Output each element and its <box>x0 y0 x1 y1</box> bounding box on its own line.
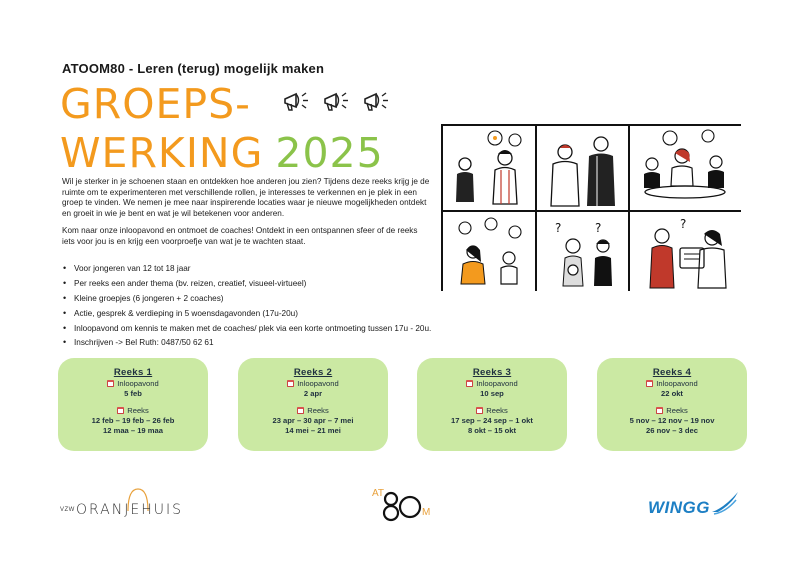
calendar-icon <box>287 380 294 387</box>
inloop-date: 2 apr <box>303 389 323 398</box>
reeks-label: Reeks <box>127 406 149 415</box>
title-line-1: GROEPS- <box>60 80 251 128</box>
reeks-row <box>238 406 388 416</box>
svg-text:?: ? <box>595 221 602 235</box>
series-title: Reeks 2 <box>293 367 333 378</box>
calendar-icon <box>107 380 114 387</box>
atoom-logo <box>370 485 440 525</box>
inloop-date: 10 sep <box>480 389 504 398</box>
reeks-dates-line-2: 14 mei – 21 mei <box>285 426 341 435</box>
inloop-label: Inloopavond <box>297 379 339 388</box>
reeks-label: Reeks <box>307 406 329 415</box>
feature-item: • Kleine groepjes (6 jongeren + 2 coaches) <box>62 293 502 304</box>
calendar-icon <box>297 407 304 414</box>
inloop-date: 5 feb <box>124 389 142 398</box>
reeks-label: Reeks <box>666 406 688 415</box>
illustration-presentation <box>630 212 741 291</box>
oranjehuis-name: ORANJEHUIS <box>76 502 183 518</box>
series-title: Reeks 1 <box>113 367 153 378</box>
inloop-row <box>597 379 747 389</box>
megaphone-icon <box>362 88 394 114</box>
inloop-row <box>417 379 567 389</box>
oranjehuis-logo <box>60 487 183 525</box>
calendar-icon <box>656 407 663 414</box>
inloop-label: Inloopavond <box>117 379 159 388</box>
reeks-dates-line-2: 26 nov – 3 dec <box>646 426 698 435</box>
intro-paragraph-2: Kom naar onze inloopavond en ontmoet de coaches! Ontdekt in een ontspannen sfeer of de reeks iets voor jou is en krijg een voorproefje van wat je te wachten staat. <box>62 226 418 246</box>
megaphone-icon <box>282 88 314 114</box>
subtitle: ATOOM80 - Leren (terug) mogelijk maken <box>62 61 325 76</box>
calendar-icon <box>466 380 473 387</box>
series-card-4 <box>597 358 747 451</box>
series-title: Reeks 3 <box>472 367 512 378</box>
megaphone-group <box>282 88 394 114</box>
title-year: 2025 <box>275 129 384 177</box>
reeks-dates-line-1: 17 sep – 24 sep – 1 okt <box>451 416 533 425</box>
calendar-icon <box>476 407 483 414</box>
feature-list <box>62 263 502 352</box>
illustration-group-chatting <box>443 212 535 291</box>
feature-item: • Inschrijven -> Bel Ruth: 0487/50 62 61 <box>62 337 502 348</box>
calendar-icon <box>117 407 124 414</box>
reeks-dates-line-2: 12 maa – 19 maa <box>103 426 163 435</box>
reeks-label: Reeks <box>486 406 508 415</box>
reeks-row <box>597 406 747 416</box>
illustration-two-people-talking <box>443 126 535 210</box>
atoom-prefix: AT <box>372 488 385 499</box>
intro-paragraph-1: Wil je sterker in je schoenen staan en ontdekken hoe anderen jou zien? Tijdens deze reeks krijg je de ruimte om te experimenteren met verschillende rollen, je interesses te verkennen en je plek in een groep te vinden. We nemen je mee naar inspirerende locaties waar je nieuwe mogelijkheden ontdekt en groeit in wie je bent en wat je wil betekenen voor anderen. <box>62 177 430 218</box>
illustration-group-at-table <box>630 126 741 210</box>
atoom-suffix: M <box>422 507 431 518</box>
illustration-curious-people <box>537 212 628 291</box>
series-title: Reeks 4 <box>652 367 692 378</box>
illustration-two-men <box>537 126 628 210</box>
reeks-dates-line-1: 12 feb – 19 feb – 26 feb <box>91 416 175 425</box>
feature-item: • Voor jongeren van 12 tot 18 jaar <box>62 263 502 274</box>
feature-item: • Inloopavond om kennis te maken met de coaches/ plek via een korte ontmoeting tussen 17u - 20u. <box>62 323 502 334</box>
series-card-3 <box>417 358 567 451</box>
megaphone-icon <box>322 88 354 114</box>
inloop-date: 22 okt <box>661 389 683 398</box>
inloop-row <box>58 379 208 389</box>
svg-text:?: ? <box>555 221 562 235</box>
feature-item: • Per reeks een ander thema (bv. reizen, creatief, visueel-virtueel) <box>62 278 502 289</box>
wingg-name: WINGG <box>648 498 710 517</box>
reeks-dates-line-2: 8 okt – 15 okt <box>467 426 517 435</box>
title-line-2 <box>60 129 384 177</box>
reeks-row <box>417 406 567 416</box>
inloop-label: Inloopavond <box>656 379 698 388</box>
reeks-row <box>58 406 208 416</box>
intro-text <box>62 177 430 248</box>
title-word: WERKING <box>60 129 264 177</box>
wingg-logo <box>648 490 748 520</box>
feature-item: • Actie, gesprek & verdieping in 5 woensdagavonden (17u-20u) <box>62 308 502 319</box>
illustration-panels <box>441 124 741 291</box>
series-card-2 <box>238 358 388 451</box>
inloop-label: Inloopavond <box>476 379 518 388</box>
series-card-1 <box>58 358 208 451</box>
atoom-80-icon <box>380 489 422 523</box>
calendar-icon <box>646 380 653 387</box>
wing-icon <box>710 490 740 516</box>
reeks-dates-line-1: 5 nov – 12 nov – 19 nov <box>629 416 715 425</box>
oranjehuis-prefix: VZW <box>60 507 75 513</box>
reeks-dates-line-1: 23 apr – 30 apr – 7 mei <box>272 416 354 425</box>
svg-text:?: ? <box>680 217 687 231</box>
inloop-row <box>238 379 388 389</box>
